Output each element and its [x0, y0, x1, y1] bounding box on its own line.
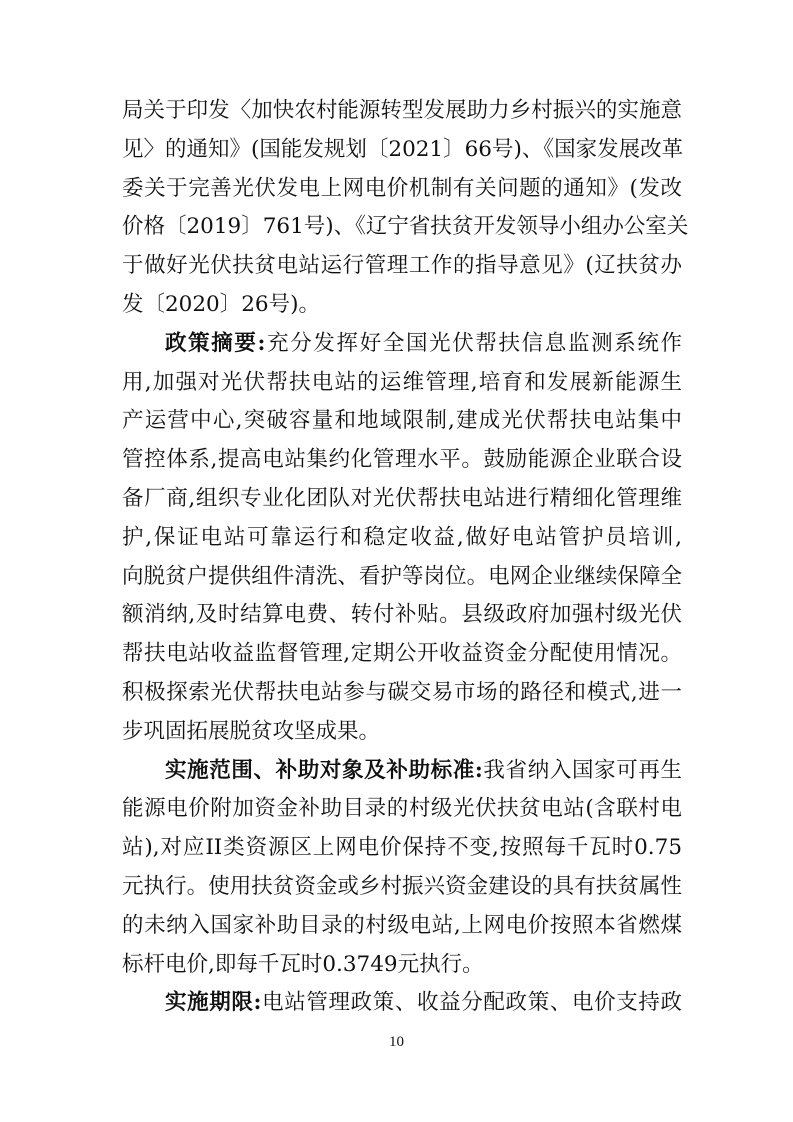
- scope-text: 我省纳入国家可再生: [482, 757, 682, 783]
- policy-summary-heading: 政策摘要:: [165, 330, 266, 356]
- text-line: 价格〔2019〕761号)、《辽宁省扶贫开发领导小组办公室关: [122, 214, 689, 240]
- scope-heading: 实施范围、补助对象及补助标准:: [165, 757, 483, 783]
- text-line: 护,保证电站可靠运行和稳定收益,做好电站管护员培训,: [122, 524, 682, 550]
- text-line: 步巩固拓展脱贫攻坚成果。: [122, 718, 381, 744]
- period-heading: 实施期限:: [165, 990, 262, 1016]
- text-line: 于做好光伏扶贫电站运行管理工作的指导意见》(辽扶贫办: [122, 253, 682, 279]
- text-line: 备厂商,组织专业化团队对光伏帮扶电站进行精细化管理维: [122, 485, 682, 511]
- text-line: 站),对应II类资源区上网电价保持不变,按照每千瓦时0.75: [122, 835, 682, 861]
- text-line: 管控体系,提高电站集约化管理水平。鼓励能源企业联合设: [122, 447, 682, 473]
- text-line: 能源电价附加资金补助目录的村级光伏扶贫电站(含联村电: [122, 796, 682, 822]
- text-line: 帮扶电站收益监督管理,定期公开收益资金分配使用情况。: [122, 641, 682, 667]
- text-line: 产运营中心,突破容量和地域限制,建成光伏帮扶电站集中: [122, 408, 682, 434]
- text-line: 额消纳,及时结算电费、转付补贴。县级政府加强村级光伏: [122, 602, 682, 628]
- text-line: 积极探索光伏帮扶电站参与碳交易市场的路径和模式,进一: [122, 679, 682, 705]
- policy-summary-text: 充分发挥好全国光伏帮扶信息监测系统作: [265, 330, 682, 356]
- text-line: 发〔2020〕26号)。: [122, 291, 320, 317]
- text-line: 的未纳入国家补助目录的村级电站,上网电价按照本省燃煤: [122, 912, 682, 938]
- text-line: 用,加强对光伏帮扶电站的运维管理,培育和发展新能源生: [122, 369, 682, 395]
- text-line: 见〉的通知》(国能发规划〔2021〕66号)、《国家发展改革: [122, 136, 684, 162]
- text-line: 元执行。使用扶贫资金或乡村振兴资金建设的具有扶贫属性: [122, 873, 682, 899]
- policy-summary-first-line: [122, 325, 682, 364]
- text-line: 局关于印发〈加快农村能源转型发展助力乡村振兴的实施意: [122, 98, 682, 123]
- scope-first-line: [122, 752, 682, 791]
- text-line: 标杆电价,即每千瓦时0.3749元执行。: [122, 951, 484, 977]
- period-text: 电站管理政策、收益分配政策、电价支持政: [261, 990, 682, 1016]
- document-body: [122, 92, 689, 1023]
- page-number: 10: [389, 1034, 404, 1050]
- text-line: 委关于完善光伏发电上网电价机制有关问题的通知》(发改: [122, 175, 682, 201]
- text-line: 向脱贫户提供组件清洗、看护等岗位。电网企业继续保障全: [122, 563, 682, 589]
- period-first-line: [122, 984, 682, 1023]
